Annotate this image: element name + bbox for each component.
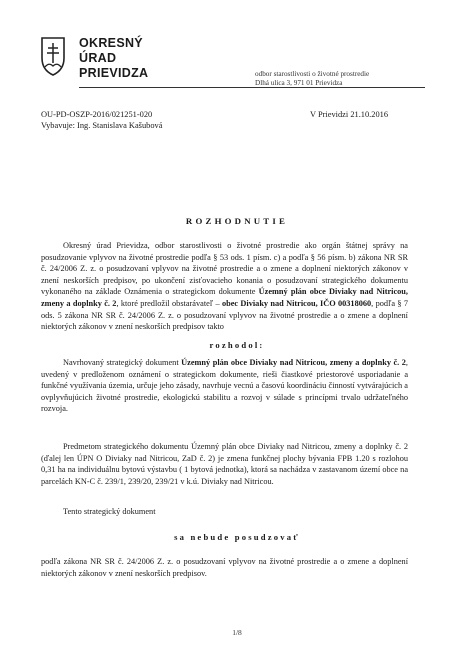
intro-text-3: , podľa § 7 ods. 5 zákona NR SR č. 24/2006 Z. z. o posudzovaní vplyvov na životné prostredie a o zmene a doplnení niektorých zákonov v znení neskorších predpisov takto [41, 298, 409, 332]
intro-text-1: Okresný úrad Prievidza, odbor starostlivosti o životné prostredie ako orgán štátnej správy na posudzovanie vplyvov na životné prostredie podľa § 53 ods. 1 písm. c) a podľa § 56 písm. b) zákona NR SR č. 24/2006 Z. z. o posudzovaní vplyvov na životné prostredie a o zmene a doplnení niektorých zákonov v znení neskorších predpisov, po ukončení zisťovacieho konania o posudzovaní strategického dokumentu vykonaného na základe Oznámenia o strategickom dokumente [41, 241, 408, 297]
decision-title: ROZHODNUTIE [185, 216, 289, 226]
decision-paragraph-3: Tento strategický dokument [63, 507, 156, 516]
office-name-line-1: OKRESNÝ [79, 36, 143, 50]
not-assessed-heading: sa nebude posudzovať [174, 532, 300, 542]
decides-heading: rozhodol: [209, 340, 265, 350]
decision-paragraph-1 [41, 357, 408, 415]
decision-text-2: , uvedený v predloženom oznámení o strategickom dokumente, rieši čiastkové priestorové usporiadanie a funkčné využívania územia, určuje jeho zásady, navrhuje vecnú a časovú koordináciu činností vytvárajúcich a ovplyvňujúcich životné prostredie, ekologickú stabilitu a rozvoj v súlade s princípmi trvalo udržateľného rozvoja. [41, 358, 408, 414]
office-name-line-3: PRIEVIDZA [79, 66, 149, 80]
street-address: Dlhá ulica 3, 971 01 Prievidza [255, 79, 343, 87]
place-date: V Prievidzi 21.10.2016 [310, 110, 389, 119]
intro-paragraph [41, 240, 408, 333]
file-number: OU-PD-OSZP-2016/021251-020 [41, 110, 153, 119]
coat-of-arms-icon [40, 36, 66, 76]
handled-by: Vybavuje: Ing. Stanislava Kašubová [41, 121, 163, 130]
office-name [79, 36, 148, 81]
closing-paragraph: podľa zákona NR SR č. 24/2006 Z. z. o posudzovaní vplyvov na životné prostredie a o zmene a doplnení niektorých zákonov v znení neskorších predpisov. [41, 557, 408, 578]
procurer-name: obec Diviaky nad Nitricou, IČO 00318060 [221, 298, 372, 308]
department-name: odbor starostlivosti o životné prostredie [255, 70, 370, 78]
decision-text-1: Navrhovaný strategický dokument [63, 358, 182, 367]
office-name-line-2: ÚRAD [79, 51, 117, 65]
decision-document-name: Územný plán obce Diviaky nad Nitricou, zmeny a doplnky č. 2 [181, 358, 406, 367]
strategic-document-name: Územný plán obce Diviaky nad Nitricou, zmeny a doplnky č. 2 [41, 287, 408, 308]
intro-text-2: , ktoré predložil obstarávateľ – [116, 298, 222, 308]
office-address [255, 70, 369, 88]
decision-paragraph-2: Predmetom strategického dokumentu Územný plán obce Diviaky nad Nitricou, zmeny a doplnky č. 2 (ďalej len ÚPN O Diviaky nad Nitricou, ZaD č. 2) je zmena funkčnej plochy bývania FPB 1.20 s rozlohou 0,31 ha na individuálnu bytovú výstavbu ( 1 bytová jednotka), ktorá sa nachádza v zastavanom území obce na parcelách KN-C č. 239/1, 239/20, 239/21 v k.ú. Diviaky nad Nitricou. [41, 442, 408, 486]
header-divider [79, 87, 425, 88]
page-number: 1/8 [232, 628, 242, 637]
